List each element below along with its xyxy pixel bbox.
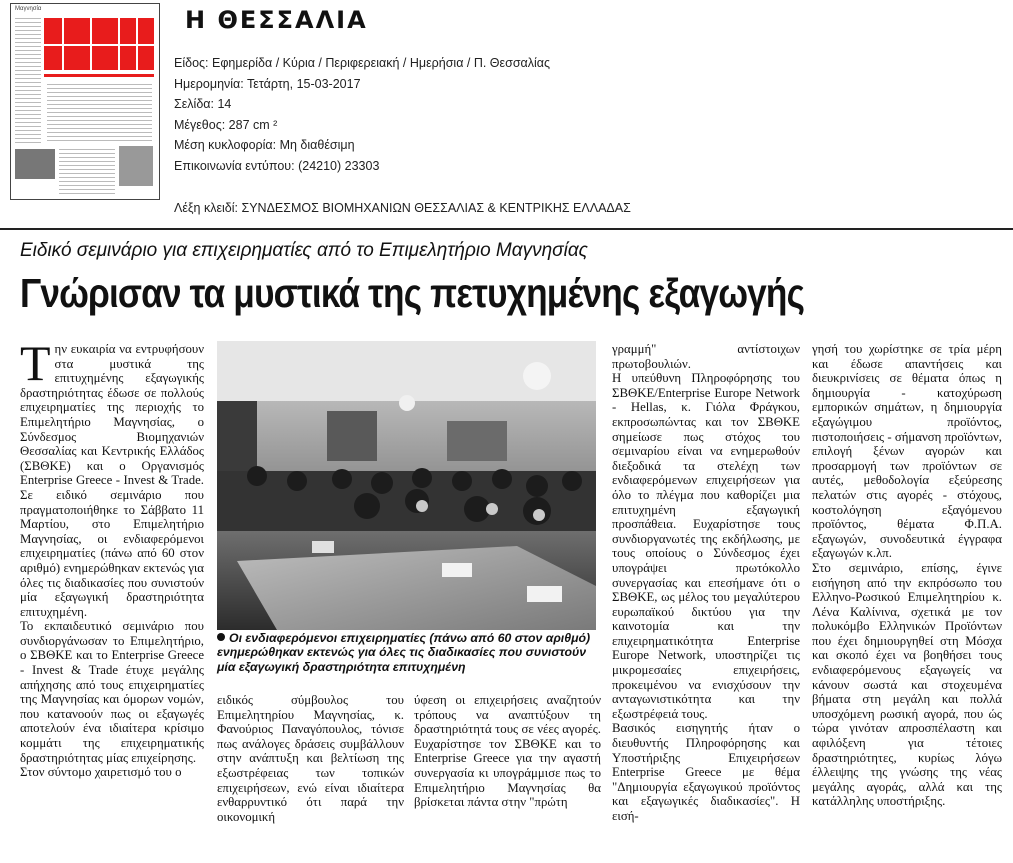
article-column-5 (812, 342, 1002, 809)
paragraph: Στο σεμινάριο, επίσης, έγινε εισήγηση από την εκπρόσωπο του Ελληνο-Ρωσικού Επιμελητηρίου κ. Λένα Καλίνινα, σχετικά με τον πολυκόμβο Ελληνικών Προϊόντων που έχει δημιουργηθεί στη Μόσχα και σκοπό έχει να βοηθήσει τους ενδιαφερόμενους εξαγωγείς να κάνουν σωστά και στοχευμένα βήματα στη μεγάλη και πολλά υποσχόμενη ρωσική αγορά, που ώς τώρα γινόταν απροσπέλαστη και αφιλόξενη για τέτοιες δραστηριότητες, κυρίως λόγω έλλειψης της γνώσης της νέας μεγάλης αγοράς, αλλά και της κατάλληλης υποστήριξης. (812, 560, 1002, 809)
paragraph: ύφεση οι επιχειρήσεις αναζητούν τρόπους να αναπτύξουν τη δραστηριότητά τους σε νέες αγορές. Ευχαρίστησε τον ΣΒΘΚΕ και το Enterprise Greece για την αγαστή συνεργασία κι υπογράμμισε πως το Επιμελητήριο Μαγνησίας θα βρίσκεται πάντα στην "πρώτη (414, 693, 601, 810)
page-thumbnail (10, 3, 160, 200)
caption-bullet-icon (217, 633, 225, 641)
separator-rule (0, 228, 1013, 230)
article-column-1 (20, 335, 204, 780)
article-column-4 (612, 342, 800, 824)
article-kicker: Ειδικό σεμινάριο για επιχειρηματίες από το Επιμελητήριο Μαγνησίας (20, 240, 588, 261)
metadata-block (174, 53, 550, 177)
meta-circulation: Μέση κυκλοφορία: Μη διαθέσιμη (174, 138, 355, 153)
photo-caption: Οι ενδιαφερόμενοι επιχειρηματίες (πάνω από 60 στον αριθμό) ενημερώθηκαν εκτενώς για όλες τις διαδικασίες που συνιστούν μία εξαγωγική δραστηριότητα επιτυχημένη (217, 631, 591, 674)
article-photo (217, 341, 596, 630)
meta-page: Σελίδα: 14 (174, 97, 232, 112)
paragraph: γησή του χωρίστηκε σε τρία μέρη και έδωσε απαντήσεις και διευκρινίσεις σε θέματα όπως η δημιουργία - κατοχύρωση εμπορικών σημάτων, η δημιουργία εξαγώγιμου προϊόντος, πιστοποιήσεις - σήμανση προϊόντων, επιλογή ξένων αγορών και προσαρμογή των προϊόντων σε αυτές, μεθοδολογία εξεύρεσης πελατών στις αγορές - στόχους, κοστολόγηση εξαγόμενου προϊόντος, θέματα Φ.Π.Α. εξαγωγών, συνοδευτικά έγγραφα εξαγωγών κ.λπ. (812, 342, 1002, 561)
article-headline: Γνώρισαν τα μυστικά της πετυχημένης εξαγωγής (20, 270, 805, 316)
paragraph: Το εκπαιδευτικό σεμινάριο που συνδιοργάνωσαν το Επιμελητήριο, ο ΣΒΘΚΕ και το Enterprise Greece - Invest & Trade έτυχε μεγάλης απήχησης από τους επιχειρηματίες της Μαγνησίας και όμορων νομών, που κατανοούν πως οι εξαγωγές αποτελούν ένα ιδιαίτερα κρίσιμο κομμάτι της επιχειρηματικής δραστηριότητας μίας επιχείρησης. (20, 619, 204, 765)
thumbnail-ad (119, 146, 153, 186)
article-column-3 (414, 693, 601, 810)
paragraph: Η υπεύθυνη Πληροφόρησης του ΣΒΘΚΕ/Enterprise Europe Network - Hellas, κ. Γιόλα Φράγκου, εκπροσωπώντας και τον ΣΒΘΚΕ σημείωσε πως στόχος του σεμιναρίου είναι να ενημερωθούν διεξοδικά τα στελέχη των ενδιαφερόμενων επιχειρήσεων για όλο το πλέγμα που καθορίζει μια επιτυχημένη εξαγωγική προσπάθεια. Ευχαρίστησε τους συνδιοργανωτές της εκδήλωσης, με τους οποίους ο Σύνδεσμος έχει υπογράψει πρωτόκολλο συνεργασίας και επεσήμανε ότι ο ΣΒΘΚΕ, ως μέλος του μεγαλύτερου ευρωπαϊκού δικτύου για την καινοτομία και την επιχειρηματικότητα Enterprise Europe Network, υποστηρίζει τις μικρομεσαίες επιχειρήσεις, προκειμένου να ενισχύσουν την ανταγωνιστικότητα και την εξωστρέφειά τους. (612, 371, 800, 721)
paragraph: Την ευκαιρία να εντρυφήσουν στα μυστικά της επιτυχημένης εξαγωγικής δραστηριότητας έδωσε σε πολλούς επιχειρηματίες της περιοχής το Επιμελητήριο Μαγνησίας, ο Σύνδεσμος Βιομηχανιών Θεσσαλίας και Κεντρικής Ελλάδος (ΣΒΘΚΕ) και ο Οργανισμός Enterprise Greece - Invest & Trade. Σε ειδικό σεμινάριο που πραγματοποιήθηκε το Σάββατο 11 Μαρτίου, στο Επιμελητήριο Μαγνησίας, οι ενδιαφερόμενοι επιχειρηματίες (πάνω από 60 στον αριθμό) ενημερώθηκαν εκτενώς για όλες τις διαδικασίες που συνιστούν μία εξαγωγική δραστηριότητα επιτυχημένη. (20, 335, 204, 619)
thumbnail-photo (15, 149, 55, 179)
drop-cap: Τ (20, 335, 51, 391)
thumbnail-masthead: Μαγνησία (15, 6, 42, 12)
paragraph: Στον σύντομο χαιρετισμό του ο (20, 765, 182, 780)
thumbnail-highlight (44, 18, 154, 70)
keywords: Λέξη κλειδί: ΣΥΝΔΕΣΜΟΣ ΒΙΟΜΗΧΑΝΙΩΝ ΘΕΣΣΑΛΙΑΣ & ΚΕΝΤΡΙΚΗΣ ΕΛΛΑΔΑΣ (174, 201, 631, 215)
meta-type: Είδος: Εφημερίδα / Κύρια / Περιφερειακή / Ημερήσια / Π. Θεσσαλίας (174, 56, 551, 70)
publication-name: Η ΘΕΣΣΑΛΙΑ (185, 6, 368, 34)
meta-contact: Επικοινωνία εντύπου: (24210) 23303 (174, 158, 380, 173)
paragraph: Βασικός εισηγητής ήταν ο διευθυντής Πληροφόρησης και Υποστήριξης Επιχειρήσεων Enterprise Greece με θέμα "Δημιουργία εξαγωγικού προϊόντος και εξαγωγικές διαδικασίες". Η εισή- (612, 721, 800, 823)
paragraph: γραμμή" αντίστοιχων πρωτοβουλιών. (612, 342, 800, 371)
paragraph: ειδικός σύμβουλος του Επιμελητηρίου Μαγνησίας, κ. Φανούριος Παναγόπουλος, τόνισε πως ανάλογες δράσεις συμβάλλουν στην ανάπτυξη και βελτίωση της εξωστρέφειας των τοπικών επιχειρήσεων, ενώ είναι ιδιαίτερα ενθαρρυντικό ότι παρά την οικονομική (217, 693, 404, 824)
meta-size: Μέγεθος: 287 cm ² (174, 117, 278, 132)
article-column-2 (217, 693, 404, 824)
meta-date: Ημερομηνία: Τετάρτη, 15-03-2017 (174, 76, 361, 91)
